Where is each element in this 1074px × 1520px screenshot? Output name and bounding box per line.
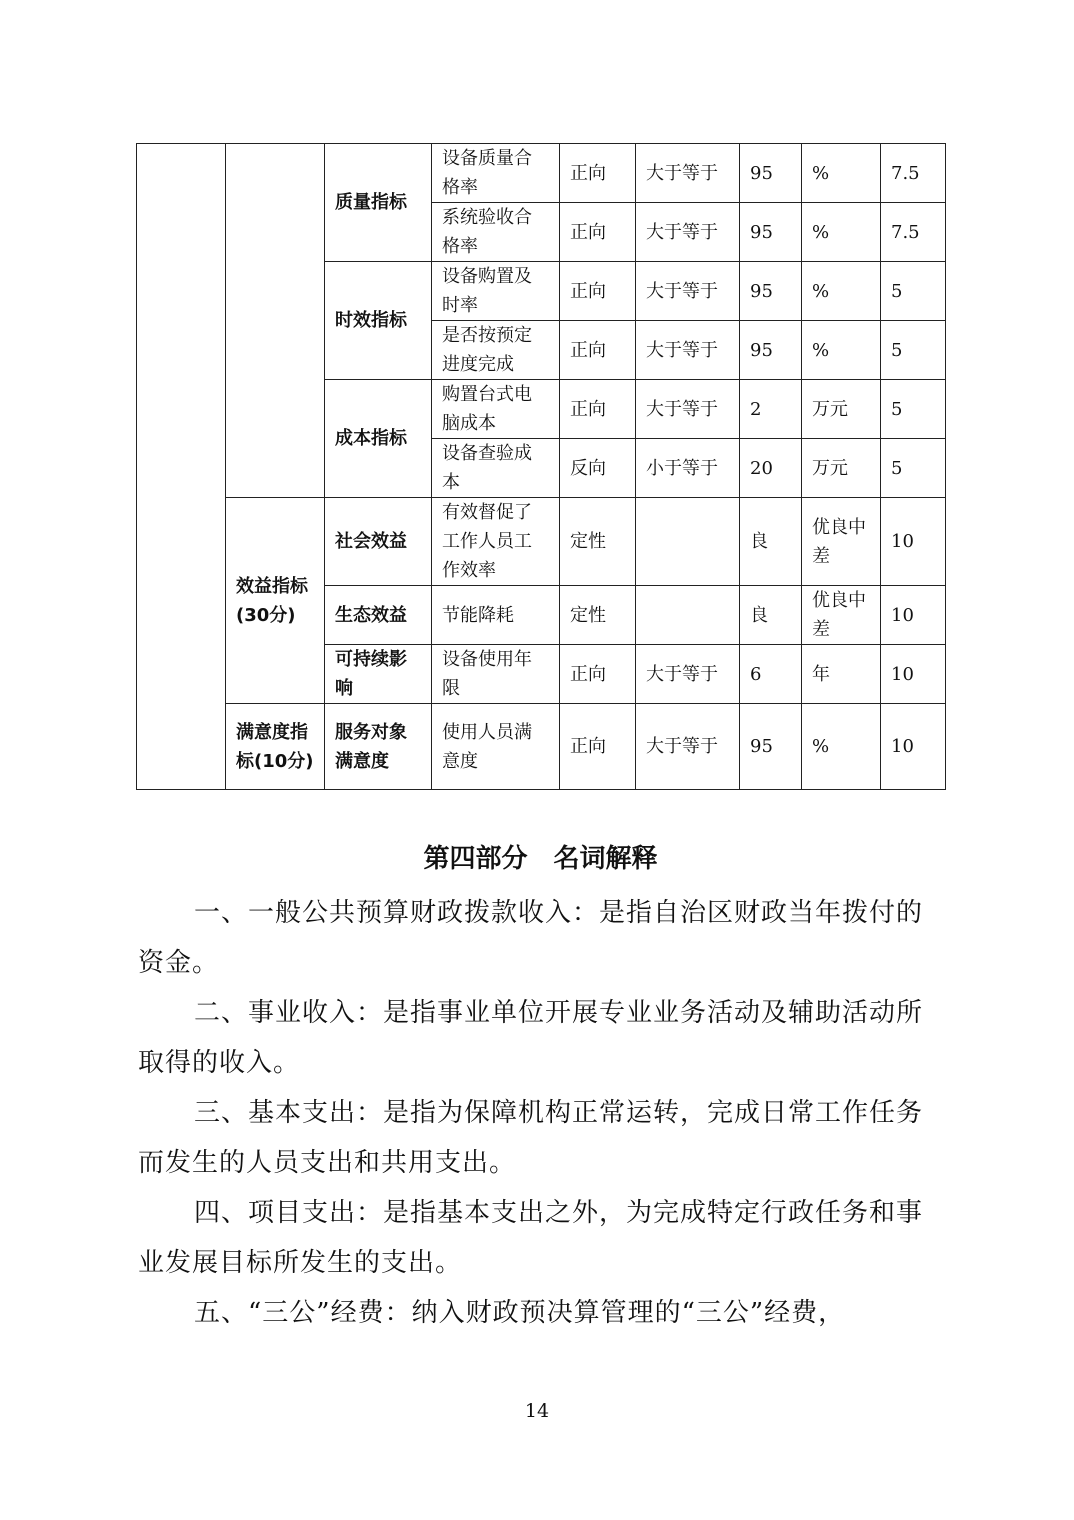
score-cell: 7.5 — [881, 144, 946, 203]
direction-cell: 正向 — [560, 380, 636, 439]
value-cell: 95 — [740, 144, 802, 203]
operator-cell: 大于等于 — [636, 144, 740, 203]
direction-cell: 正向 — [560, 262, 636, 321]
indicator-cell: 系统验收合格率 — [432, 203, 560, 262]
score-cell: 5 — [881, 380, 946, 439]
score-cell: 10 — [881, 704, 946, 790]
value-cell: 95 — [740, 262, 802, 321]
table-cell-blank — [137, 144, 226, 790]
unit-cell: % — [802, 262, 881, 321]
value-cell: 6 — [740, 645, 802, 704]
direction-cell: 正向 — [560, 645, 636, 704]
unit-cell: % — [802, 321, 881, 380]
unit-cell: % — [802, 704, 881, 790]
operator-cell: 大于等于 — [636, 262, 740, 321]
unit-cell: 万元 — [802, 380, 881, 439]
level1-cell-output — [226, 144, 325, 498]
indicator-cell: 购置台式电脑成本 — [432, 380, 560, 439]
value-cell: 2 — [740, 380, 802, 439]
page-number: 14 — [524, 1400, 550, 1422]
indicator-cell: 节能降耗 — [432, 586, 560, 645]
operator-cell: 大于等于 — [636, 203, 740, 262]
indicator-cell: 设备使用年限 — [432, 645, 560, 704]
value-cell: 20 — [740, 439, 802, 498]
operator-cell: 大于等于 — [636, 704, 740, 790]
indicator-cell: 设备查验成本 — [432, 439, 560, 498]
indicator-cell: 有效督促了工作人员工作效率 — [432, 498, 560, 586]
operator-cell: 小于等于 — [636, 439, 740, 498]
unit-cell: % — [802, 203, 881, 262]
unit-cell: 万元 — [802, 439, 881, 498]
unit-cell: 优良中差 — [802, 498, 881, 586]
paragraph-item: 二、事业收入：是指事业单位开展专业业务活动及辅助活动所取得的收入。 — [138, 998, 924, 1078]
value-cell: 95 — [740, 704, 802, 790]
value-cell: 良 — [740, 586, 802, 645]
level2-cell-quality: 质量指标 — [325, 144, 432, 262]
performance-indicator-table — [136, 143, 946, 790]
indicator-cell: 设备质量合格率 — [432, 144, 560, 203]
direction-cell: 正向 — [560, 203, 636, 262]
operator-cell — [636, 498, 740, 586]
level1-cell-satisfaction: 满意度指标(10分) — [226, 704, 325, 790]
value-cell: 95 — [740, 321, 802, 380]
level1-cell-benefit: 效益指标(30分) — [226, 498, 325, 704]
score-cell: 5 — [881, 262, 946, 321]
unit-cell: % — [802, 144, 881, 203]
score-cell: 10 — [881, 498, 946, 586]
level2-cell-service-target: 服务对象满意度 — [325, 704, 432, 790]
direction-cell: 正向 — [560, 704, 636, 790]
level2-cell-sustainability: 可持续影响 — [325, 645, 432, 704]
indicator-cell: 设备购置及时率 — [432, 262, 560, 321]
score-cell: 5 — [881, 439, 946, 498]
direction-cell: 正向 — [560, 321, 636, 380]
operator-cell: 大于等于 — [636, 321, 740, 380]
paragraph-item: 四、项目支出：是指基本支出之外，为完成特定行政任务和事业发展目标所发生的支出。 — [138, 1198, 924, 1278]
indicator-cell: 使用人员满意度 — [432, 704, 560, 790]
score-cell: 7.5 — [881, 203, 946, 262]
level2-cell-ecology: 生态效益 — [325, 586, 432, 645]
score-cell: 5 — [881, 321, 946, 380]
direction-cell: 反向 — [560, 439, 636, 498]
table-row — [137, 144, 946, 203]
direction-cell: 正向 — [560, 144, 636, 203]
direction-cell: 定性 — [560, 586, 636, 645]
operator-cell: 大于等于 — [636, 645, 740, 704]
level2-cell-cost: 成本指标 — [325, 380, 432, 498]
score-cell: 10 — [881, 645, 946, 704]
operator-cell — [636, 586, 740, 645]
section-title: 第四部分 名词解释 — [423, 844, 658, 874]
score-cell: 10 — [881, 586, 946, 645]
level2-cell-timeliness: 时效指标 — [325, 262, 432, 380]
value-cell: 95 — [740, 203, 802, 262]
indicator-cell: 是否按预定进度完成 — [432, 321, 560, 380]
unit-cell: 年 — [802, 645, 881, 704]
direction-cell: 定性 — [560, 498, 636, 586]
value-cell: 良 — [740, 498, 802, 586]
unit-cell: 优良中差 — [802, 586, 881, 645]
level2-cell-social: 社会效益 — [325, 498, 432, 586]
operator-cell: 大于等于 — [636, 380, 740, 439]
table-row — [137, 704, 946, 790]
paragraph-item: 三、基本支出：是指为保障机构正常运转，完成日常工作任务而发生的人员支出和共用支出。 — [138, 1098, 924, 1178]
table-row — [137, 498, 946, 586]
paragraph-item: 五、“三公”经费：纳入财政预决算管理的“三公”经费， — [194, 1298, 846, 1328]
paragraph-item: 一、一般公共预算财政拨款收入：是指自治区财政当年拨付的资金。 — [138, 898, 924, 978]
